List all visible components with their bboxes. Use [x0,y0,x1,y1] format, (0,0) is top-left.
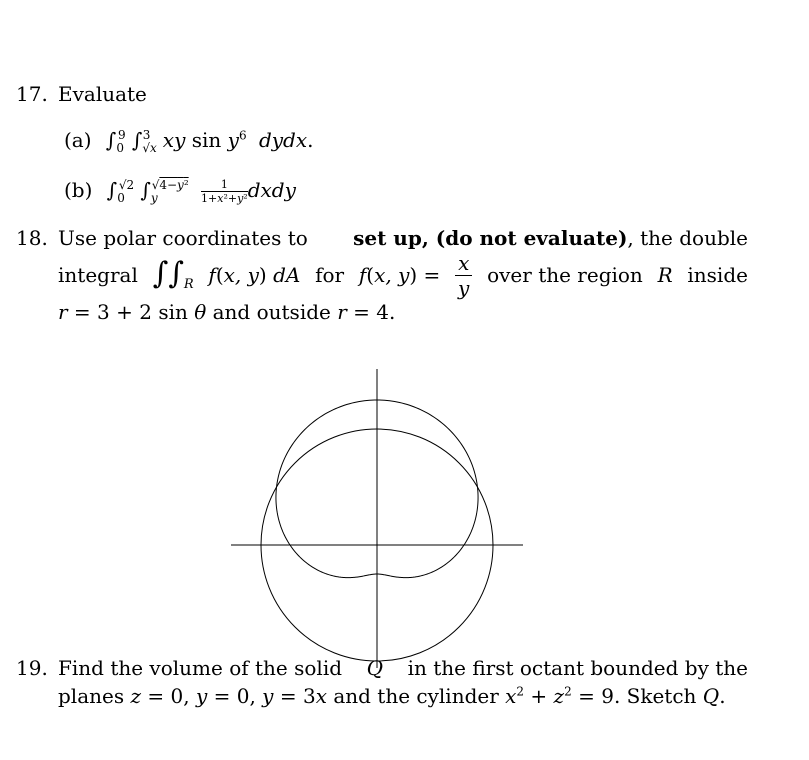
q18-inside: inside [687,263,748,287]
q18-line1-bold: set up, (do not evaluate) [353,226,628,250]
polar-figure [230,368,524,668]
q17-prompt: Evaluate [58,82,147,106]
q18-x-over-y: $\frac{x}{y}$ [455,251,472,300]
q19-Q: Q [366,656,383,680]
q19-line2: planes z = 0, y = 0, y = 3x and the cylinder $x^2 + z^2 = 9$. Sketch Q. [58,684,726,708]
q18-number: 18. [16,226,48,250]
q18-and-outside: and outside [212,300,331,324]
q19-planes: planes [58,684,125,708]
q18-integrand: f(x, y) dA [208,263,301,287]
q18-line1 [58,226,748,250]
q19-line1 [58,656,748,680]
q17b-integral: $\int_0^{√2}$ $\int_y^{√4-y^2}$ $\frac{1}{\text{1+x²+y²}}$ dxdy [106,178,296,205]
q17b-line [64,178,296,205]
q19-line1-a: Find the volume of the solid [58,656,343,680]
q17a-integral: $\int_0^9$ $\int_{√x}^3$ xy $\sin y^6$ dydx. [105,128,314,155]
q18-integral-word: integral [58,263,138,287]
q18-double-integral: $\int\int_R$ [152,256,194,292]
q19-number: 19. [16,656,48,680]
q17a-line [64,128,314,155]
q18-for: for [315,263,345,287]
q18-line1-post: , the double [627,226,748,250]
q19-cylinder: and the cylinder [333,684,499,708]
q18-f-def: f(x, y) = [358,263,441,287]
q19-line1-b: in the first octant bounded by the [407,656,748,680]
q17a-label: (a) [64,128,92,152]
q17-number: 17. [16,82,48,106]
q18-line3: r = 3 + 2 sin θ and outside r = 4. [58,300,396,324]
q17b-label: (b) [64,178,93,202]
q18-R: R [657,263,673,287]
q18-line2 [58,250,748,300]
q19-sketch: . Sketch [613,684,697,708]
q18-over-region: over the region [487,263,643,287]
q18-line1-pre: Use polar coordinates to [58,226,308,250]
